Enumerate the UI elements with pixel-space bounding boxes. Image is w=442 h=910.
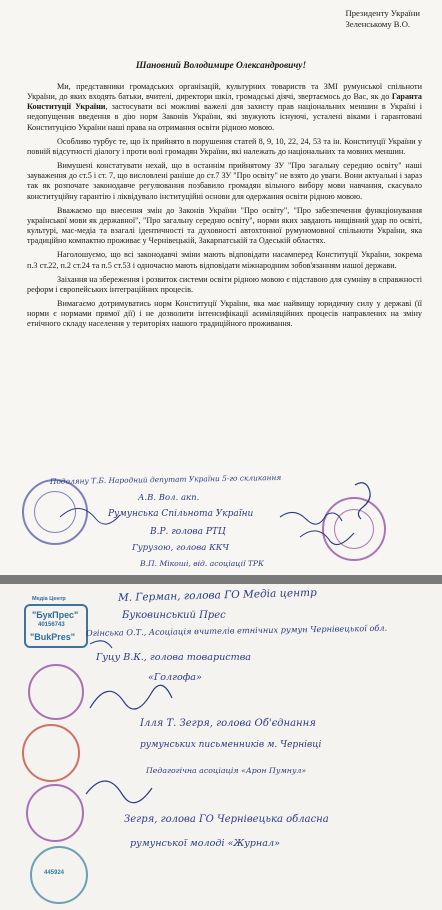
signature-line: Гурузою, голова ККЧ (132, 543, 230, 553)
signature-area-page-1 (0, 472, 442, 575)
letter-body (27, 82, 422, 333)
stamp-label: 445924 (44, 870, 65, 876)
paragraph-1-bold: Гаранта Конституції України (27, 92, 422, 112)
addressee-line-1: Президенту України (345, 8, 420, 18)
signature-line: «Голгофа» (148, 672, 202, 683)
stamp-label: Медіа Центр (32, 596, 66, 602)
signature-line: М. Герман, голова ГО Медіа центр (117, 586, 317, 604)
signature-line: А.В. Вол. акп. (138, 493, 200, 503)
signature-scribble (0, 477, 442, 575)
paragraph-1-text: Ми, представники громадських організацій, культурних товариств та ЗМІ румунської спільноти України, до яких входять батьки, вчителі, директори шкіл, громадські діячі, звертаємось до Вас, як до (27, 82, 422, 102)
letter-page-2 (0, 584, 442, 910)
signature-line: Румунська Спільнота України (108, 509, 254, 519)
paragraph-2: Особливо турбує те, що їх прийнято в порушення статей 8, 9, 10, 22, 24, 53 та ін. Конституції України у повній відсутності діалогу і проти волі громадян України, які належать до національних та мовних меншин. (27, 136, 422, 156)
addressee-line-2: Зеленському В.О. (345, 19, 411, 29)
signature-line: В.Р. голова РТЦ (150, 527, 226, 537)
salutation: Шановний Володимире Олександровичу! (135, 61, 307, 71)
signature-line: Педагогічна асоціація «Арон Пумнул» (146, 766, 307, 775)
page-divider (0, 575, 442, 584)
paragraph-5: Наголошуємо, що всі законодавчі зміни мають відповідати насамперед Конституції України, зокрема п.3 ст.22, п.2 ст.24 та п.5 ст.53 і одночасно мають відповідати міжнародним зобов'язанням нашої держави. (27, 250, 422, 270)
addressee-block (346, 8, 421, 30)
paragraph-1 (27, 82, 422, 133)
paragraph-3: Вимушені констатувати нехай, що в останнім прийнятому ЗУ "Про загальну середню освіту" наші зауваження до ст.5 і ст. 7, що висловлені раніше до ст.7 ЗУ "Про освіту" не взято до уваги. Вони актуальні і зараз так як розпочате законодавче регулювання позбавило громадян вільного вибору мови навчання, скасувало конституційну гарантію і ліквідувало інституційні основи для одержання освіти рідною мовою. (27, 161, 422, 201)
signature-scribble (0, 584, 442, 910)
signature-line: Огінська О.Т., Асоціація вчителів етнічних румун Чернівецької обл. (85, 622, 388, 638)
signature-line: Гуцу В.К., голова товариства (96, 652, 252, 663)
signature-line: румунської молоді «Журнал» (130, 838, 280, 849)
stamp-label: "БукПрес" (32, 610, 79, 620)
signature-line: Ілля Т. Зегря, голова Об'єднання (140, 718, 316, 729)
paragraph-6: Заіхання на збереження і розвиток системи освіти рідною мовою є підставою для сумніву в справжності реформ і європейських інтеграційних процесів. (27, 274, 422, 294)
paragraph-7: Вимагаємо дотримуватись норм Конституції України, яка має найвищу юридичну силу у державі (її норми є нормами прямої дії) і не дозволити інтенсифікації асиміляційних процесів направлених на зміну етнічного складу населення у територіях нашого традиційного проживання. (27, 298, 422, 329)
stamp-label: "BukPres" (30, 632, 76, 642)
paragraph-1-tail: , застосувати всі можливі важелі для захисту прав національних меншин в Україні і недопущення введення в дію норм Законів України, які звужують існуючі, усталені віками і гарантовані Конституцією України наші права на отримання освіти рідною мовою. (27, 102, 422, 132)
stamp-label: 40156743 (38, 622, 65, 628)
signature-line: Буковинський Прес (122, 610, 226, 621)
signature-line: В.П. Мікоші, від. асоціації ТРК (140, 559, 264, 568)
signature-line: Зегря, голова ГО Чернівецька обласна (124, 814, 329, 825)
signature-line: Подоляну Т.Б. Народний депутат України 5-го скликання (49, 472, 282, 486)
signature-line: румунських письменників м. Чернівці (140, 740, 322, 750)
paragraph-4: Вважаємо що внесення змін до Законів України "Про освіту", "Про забезпечення функціонування української мови як державної", "Про загальну середню освіту", норми яких завдають нищівний удар по освіті, культурі, мас-медіа та взагалі ідентичності та духовності автохтонної румуномовної спільноти України, яка традиційно компактно проживає у Чернівецькій, Закарпатській та Одеській областях. (27, 205, 422, 246)
